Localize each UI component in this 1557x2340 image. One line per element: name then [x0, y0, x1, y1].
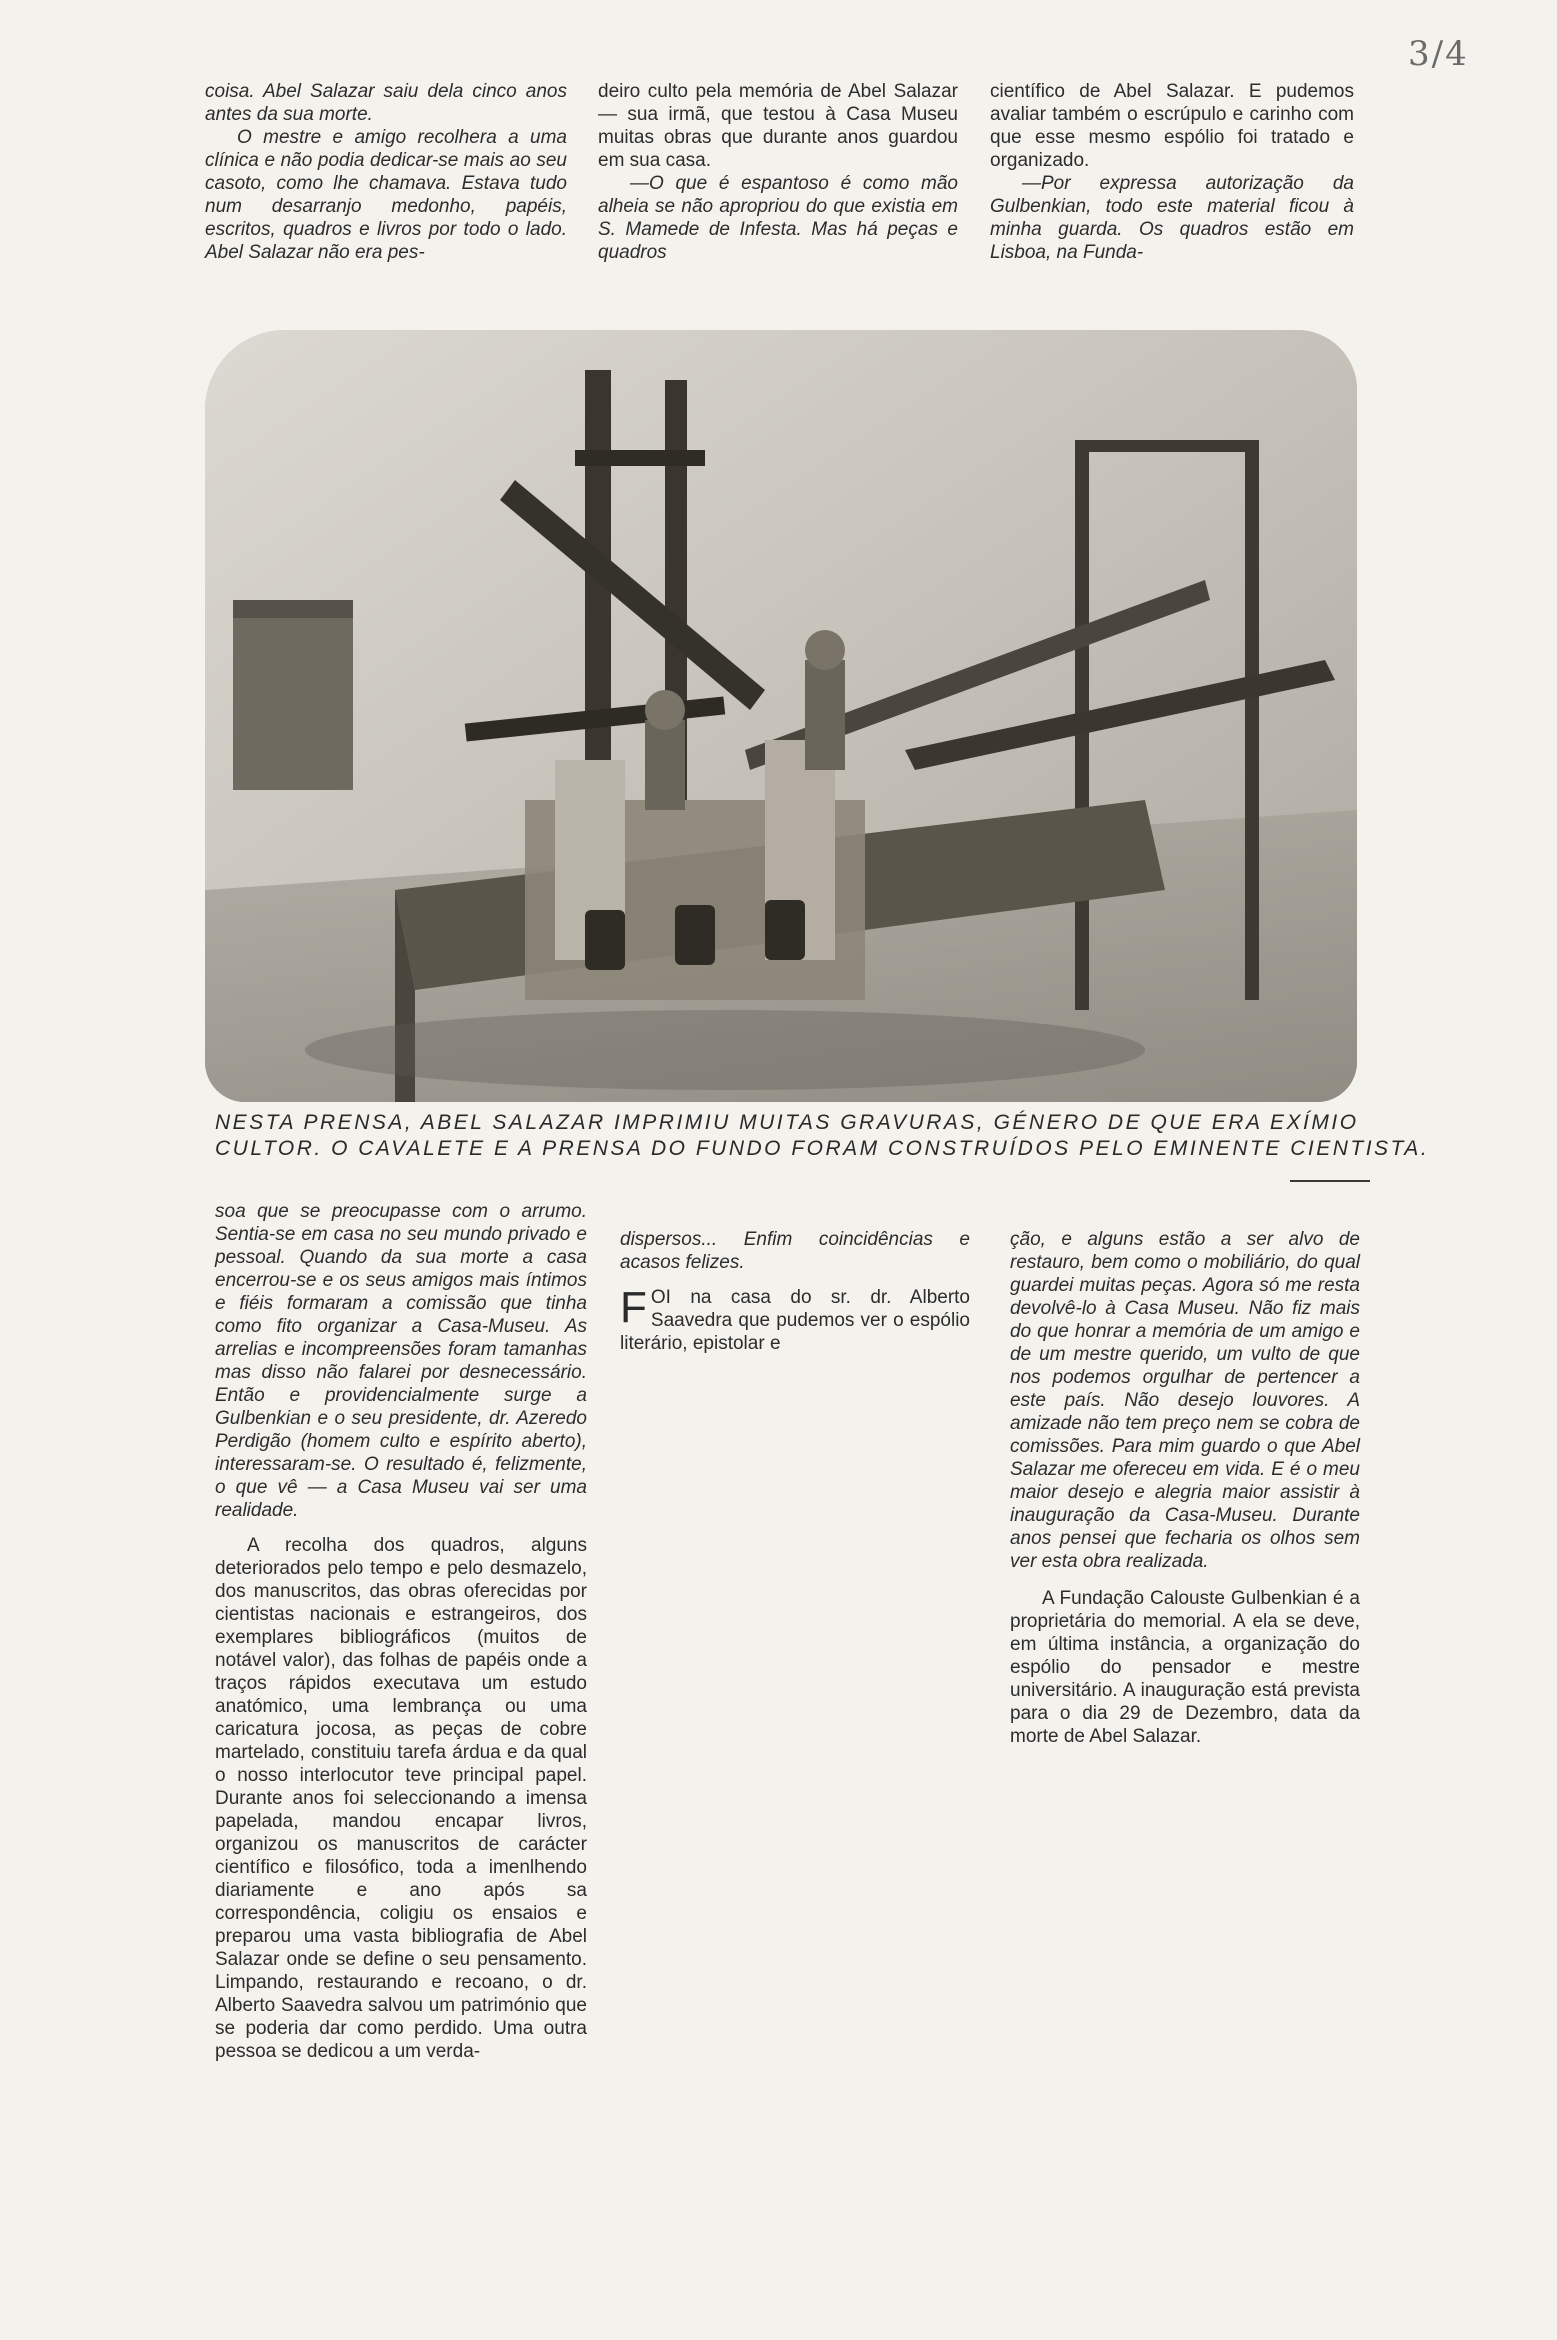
article-column-top-middle [598, 80, 958, 264]
caption-line: NESTA PRENSA, ABEL SALAZAR IMPRIMIU MUITAS GRAVURAS, GÉNERO DE QUE ERA EXÍMIO [215, 1111, 1359, 1134]
printing-press-illustration [205, 330, 1357, 1102]
article-column-top-right [990, 80, 1354, 264]
printing-press-photo [205, 330, 1357, 1102]
paragraph: O mestre e amigo recolhera a uma clínica e não podia dedicar-se mais ao seu casoto, como lhe chamava. Estava tudo num desarranjo medonho, papéis, escritos, quadros e livros por todo o lado. Abel Salazar não era pes- [205, 127, 567, 263]
paragraph: coisa. Abel Salazar saiu dela cinco anos antes da sua morte. [205, 81, 567, 125]
paragraph: —O que é espantoso é como mão alheia se não apropriou do que existia em S. Mamede de Infesta. Mas há peças e quadros [598, 173, 958, 263]
article-column-top-left [205, 80, 567, 264]
scratch-mark [1290, 1180, 1370, 1182]
page-number: 3/4 [1408, 34, 1469, 74]
paragraph-text: OI na casa do sr. dr. Alberto Saavedra que pudemos ver o espólio literário, epistolar e [620, 1287, 970, 1354]
paragraph: ção, e alguns estão a ser alvo de restauro, bem como o mobiliário, do qual guardei muitas peças. Agora só me resta devolvê-lo à Casa Museu. Não fiz mais do que honrar a memória de um amigo e de um mestre querido, um vulto de que nos podemos orgulhar de pertencer a este país. Não desejo louvores. A amizade não tem preço nem se cobra de comissões. Para mim guardo o que Abel Salazar me ofereceu em vida. E é o meu maior desejo e alegria maior assistir à inauguração da Casa-Museu. Durante anos pensei que fecharia os olhos sem ver esta obra realizada. [1010, 1229, 1360, 1572]
paragraph: soa que se preocupasse com o arrumo. Sentia-se em casa no seu mundo privado e pessoal. Quando da sua morte a casa encerrou-se e os seus amigos mais íntimos e fiéis formaram a comissão que tinha como fito organizar a Casa-Museu. As arrelias e incompreensões foram tamanhas mas disso não falarei por desnecessário. Então e providencialmente surge a Gulbenkian e o seu presidente, dr. Azeredo Perdigão (homem culto e espírito aberto), interessaram-se. O resultado é, felizmente, o que vê — a Casa Museu vai ser uma realidade. [215, 1201, 587, 1521]
article-column-bottom-left [215, 1200, 587, 2063]
article-column-bottom-middle [620, 1228, 970, 1355]
article-column-bottom-right [1010, 1228, 1360, 1748]
paragraph: A recolha dos quadros, alguns deteriorados pelo tempo e pelo desmazelo, dos manuscritos, das obras oferecidas por cientistas nacionais e estrangeiros, dos exemplares bibliográficos (muitos de notável valor), das folhas de papéis onde a traços rápidos executava um estudo anatómico, uma lembrança ou uma caricatura jocosa, as peças de cobre martelado, constituiu tarefa árdua e da qual o nosso interlocutor teve principal papel. Durante anos foi seleccionando a imensa papelada, mandou encapar livros, organizou os manuscritos de carácter científico e filosófico, toda a imenlhendo diariamente e ano após sa correspondência, coligiu os ensaios e preparou uma vasta bibliografia de Abel Salazar onde se define o seu pensamento. Limpando, restaurando e recoano, o dr. Alberto Saavedra salvou um património que se poderia dar como perdido. Uma outra pessoa se dedicou a um verda- [215, 1535, 587, 2062]
paragraph: dispersos... Enfim coincidências e acasos felizes. [620, 1229, 970, 1273]
photo-caption [215, 1110, 1430, 1162]
paragraph: científico de Abel Salazar. E pudemos avaliar também o escrúpulo e carinho com que esse mesmo espólio foi tratado e organizado. [990, 81, 1354, 171]
paragraph: —Por expressa autorização da Gulbenkian, todo este material ficou à minha guarda. Os quadros estão em Lisboa, na Funda- [990, 173, 1354, 263]
paragraph: deiro culto pela memória de Abel Salazar — sua irmã, que testou à Casa Museu muitas obras que durante anos guardou em sua casa. [598, 81, 958, 171]
paragraph: A Fundação Calouste Gulbenkian é a proprietária do memorial. A ela se deve, em última instância, a organização do espólio do pensador e mestre universitário. A inauguração está prevista para o dia 29 de Dezembro, data da morte de Abel Salazar. [1010, 1588, 1360, 1747]
caption-line: CULTOR. O CAVALETE E A PRENSA DO FUNDO FORAM CONSTRUÍDOS PELO EMINENTE CIENTISTA. [215, 1137, 1430, 1160]
drop-cap: F [620, 1283, 647, 1332]
paragraph [620, 1283, 970, 1355]
